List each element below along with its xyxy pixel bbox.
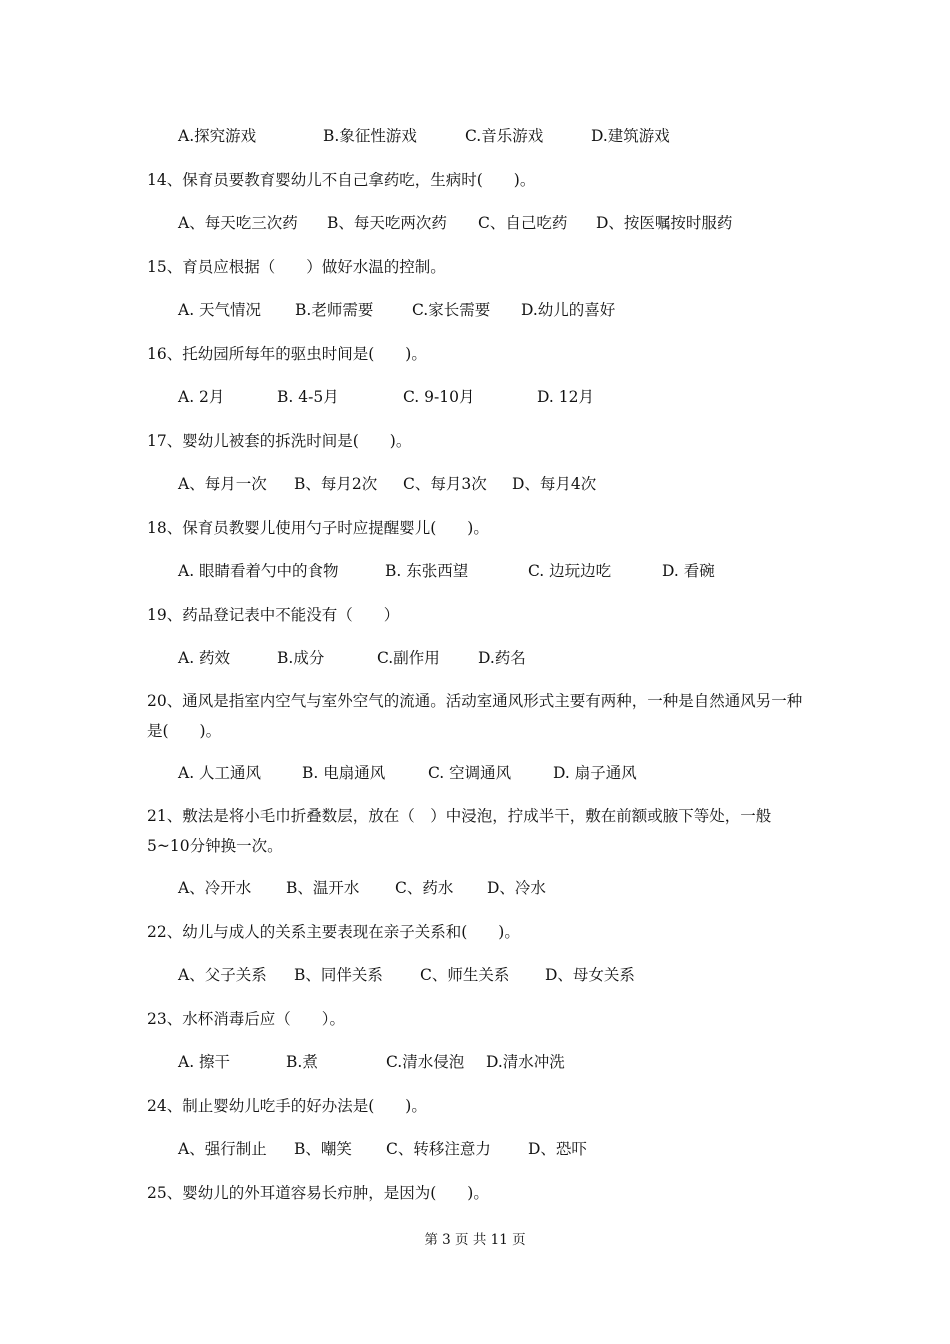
option-c: C、师生关系	[420, 966, 510, 984]
question-15: 15、育员应根据（ ）做好水温的控制。	[147, 258, 446, 276]
option-c: C、转移注意力	[386, 1140, 491, 1158]
option-d: D. 看碗	[662, 562, 715, 580]
question-25: 25、婴幼儿的外耳道容易长疖肿，是因为( )。	[147, 1184, 489, 1202]
option-d: D、母女关系	[545, 966, 635, 984]
option-b: B. 电扇通风	[302, 764, 386, 782]
option-b: B、同伴关系	[294, 966, 383, 984]
option-a: A. 药效	[178, 649, 231, 667]
option-b: B. 东张西望	[385, 562, 469, 580]
option-b: B.象征性游戏	[323, 127, 417, 145]
option-d: D、恐吓	[528, 1140, 587, 1158]
option-d: D.清水冲洗	[486, 1053, 565, 1071]
option-c: C. 空调通风	[428, 764, 512, 782]
option-b: B.老师需要	[295, 301, 374, 319]
option-d: D. 12月	[537, 388, 594, 406]
option-a: A. 2月	[178, 388, 225, 406]
question-19: 19、药品登记表中不能没有（ ）	[147, 606, 400, 624]
option-c: C、自己吃药	[478, 214, 568, 232]
option-d: D、冷水	[487, 879, 546, 897]
option-d: D.药名	[478, 649, 526, 667]
option-b: B.煮	[286, 1053, 318, 1071]
option-c: C.音乐游戏	[465, 127, 544, 145]
question-24: 24、制止婴幼儿吃手的好办法是( )。	[147, 1097, 427, 1115]
option-a: A、每天吃三次药	[178, 214, 298, 232]
option-c: C.副作用	[377, 649, 440, 667]
option-a: A、父子关系	[178, 966, 267, 984]
option-d: D、每月4次	[512, 475, 597, 493]
option-a: A. 擦干	[178, 1053, 231, 1071]
option-a: A. 人工通风	[178, 764, 262, 782]
option-a: A. 眼睛看着勺中的食物	[178, 562, 339, 580]
question-21: 21、敷法是将小毛巾折叠数层，放在（ ）中浸泡，拧成半干，敷在前额或腋下等处，一般5~10分钟换一次。	[147, 807, 772, 855]
option-a: A、冷开水	[178, 879, 252, 897]
option-b: B、每月2次	[294, 475, 378, 493]
option-c: C、每月3次	[403, 475, 487, 493]
option-d: D. 扇子通风	[553, 764, 637, 782]
option-d: D.建筑游戏	[591, 127, 670, 145]
question-17: 17、婴幼儿被套的拆洗时间是( )。	[147, 432, 412, 450]
option-a: A. 天气情况	[178, 301, 262, 319]
option-c: C. 9-10月	[403, 388, 475, 406]
page-footer: 第 3 页 共 11 页	[424, 1232, 526, 1248]
option-a: A、强行制止	[178, 1140, 267, 1158]
question-14: 14、保育员要教育婴幼儿不自己拿药吃，生病时( )。	[147, 171, 536, 189]
question-23: 23、水杯消毒后应（ ）。	[147, 1010, 345, 1028]
option-b: B、每天吃两次药	[327, 214, 447, 232]
option-c: C、药水	[395, 879, 454, 897]
option-d: D.幼儿的喜好	[521, 301, 616, 319]
question-20: 20、通风是指室内空气与室外空气的流通。活动室通风形式主要有两种，一种是自然通风另一种是( )。	[147, 692, 803, 740]
question-22: 22、幼儿与成人的关系主要表现在亲子关系和( )。	[147, 923, 520, 941]
option-b: B、嘲笑	[294, 1140, 352, 1158]
question-16: 16、托幼园所每年的驱虫时间是( )。	[147, 345, 427, 363]
option-c: C.清水侵泡	[386, 1053, 465, 1071]
option-a: A、每月一次	[178, 475, 267, 493]
option-c: C. 边玩边吃	[528, 562, 612, 580]
option-c: C.家长需要	[412, 301, 491, 319]
option-b: B.成分	[277, 649, 325, 667]
option-d: D、按医嘱按时服药	[596, 214, 733, 232]
question-18: 18、保育员教婴儿使用勺子时应提醒婴儿( )。	[147, 519, 489, 537]
option-b: B. 4-5月	[277, 388, 339, 406]
option-b: B、温开水	[286, 879, 360, 897]
option-a: A.探究游戏	[178, 127, 257, 145]
